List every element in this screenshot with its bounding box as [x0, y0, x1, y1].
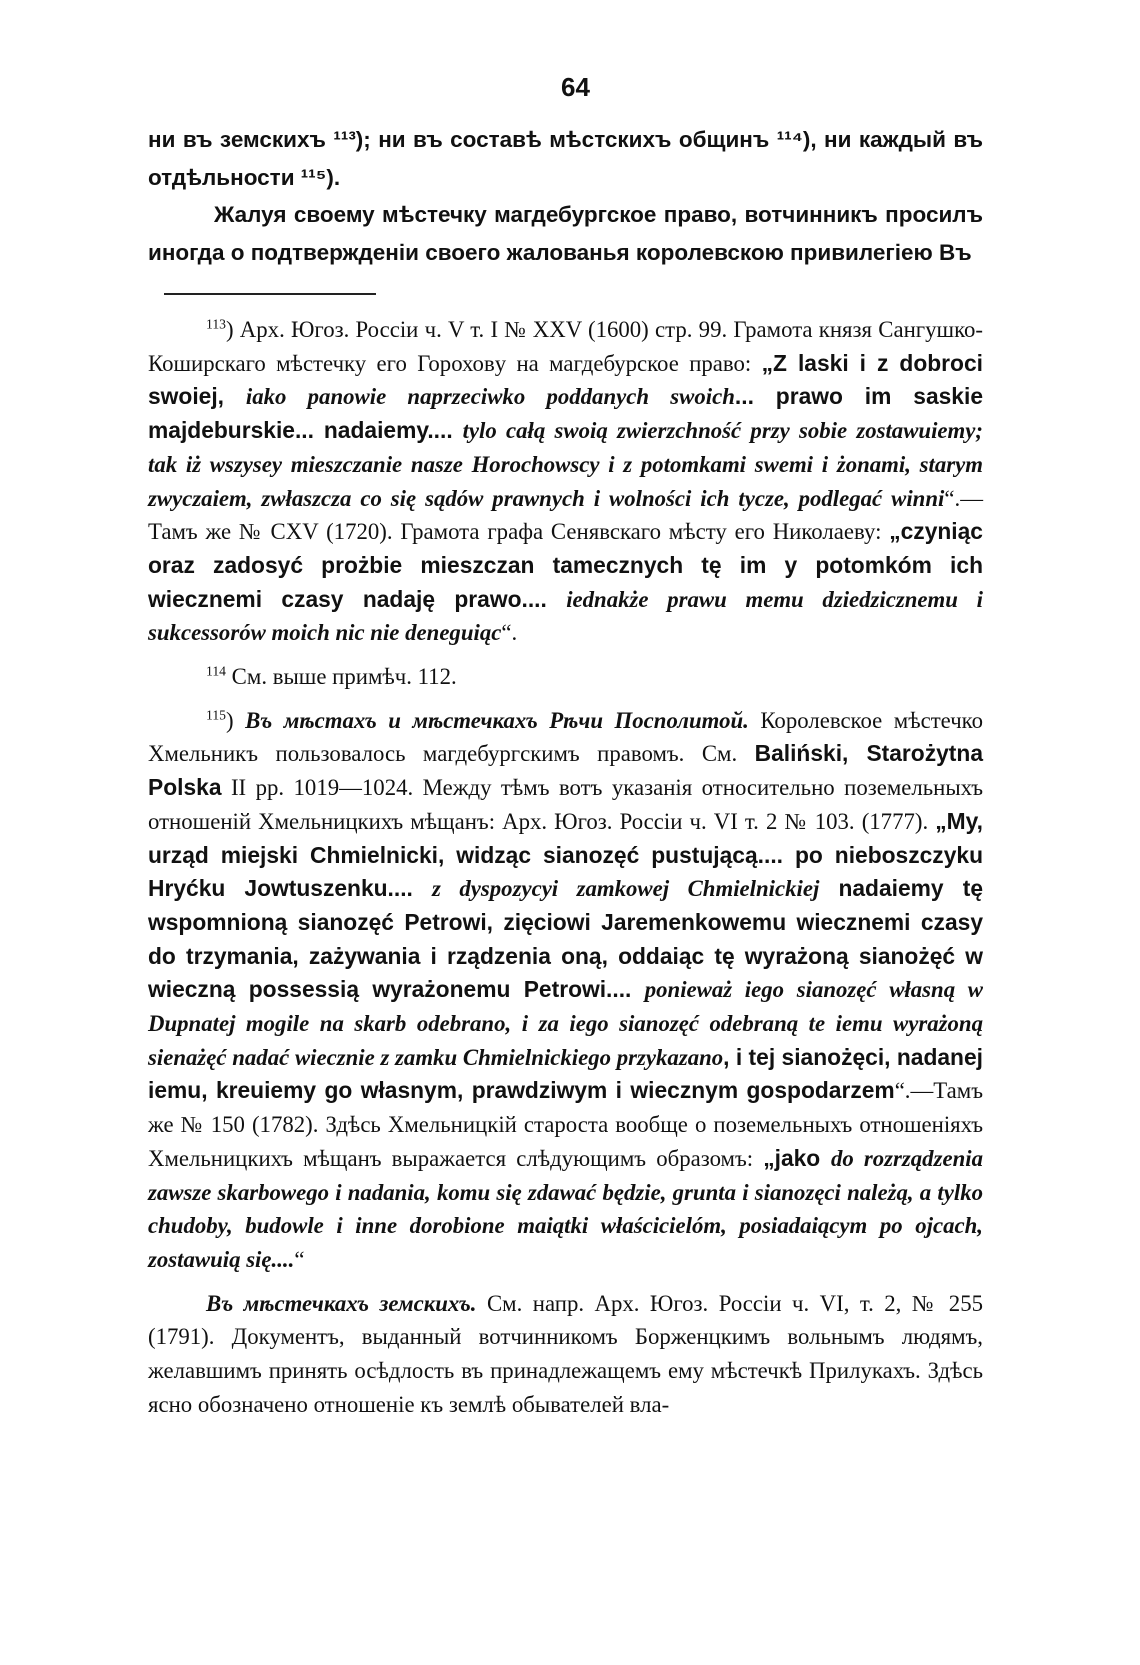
body-paragraph: Жалуя своему мѣстечку магдебургское право, вотчинникъ просилъ иногда о подтвержденіи своего жалованья королевскою привилегіею Въ	[148, 202, 983, 265]
footnote-marker: 113	[206, 316, 226, 332]
footnote-marker: 114	[206, 663, 226, 679]
footnote-115-continuation: Въ мѣстечкахъ земскихъ. См. напр. Арх. Югоз. Россіи ч. VI, т. 2, № 255 (1791). Документъ, выданный вотчинникомъ Борженцкимъ вольнымъ людямъ, желавшимъ принять осѣдлость въ принадлежащемъ ему мѣстечкѣ Прилукахъ. Здѣсь ясно обозначено отношеніе къ землѣ обывателей вла-	[148, 1290, 984, 1417]
footnote-divider	[164, 293, 376, 295]
document-page	[148, 72, 983, 1432]
footnote-113: $^{113}$) Арх. Югоз. Россіи ч. V т. I № XXV (1600) стр. 99. Грамота князя Сангушко-Коширскаго мѣстечку его Гороховy на магдебурское право: „Z laski i z dobroci swoiej, iako panowie naprzeciwko poddanych swoich... prawo im saskie majdeburskie... nadaiemy.... tylo całą swoią zwierzchność przy sobie zostawuiemy; tak iż wszysey mieszczanie nasze Horochowscy i z potomkami swemi i żonami, starym zwyczaiem, zwłaszcza co się sądów prawnych i wolności ich tycze, podlegać winni“.—Тамъ же № CXV (1720). Грамота графа Сенявскаго мѣсту его Николаеву: „czyniąc oraz zadosyć prożbie mieszczan tamecznych tę im y potomkóm ich wiecznemi czasy nadaję prawo.... iednakże prawu memu dziedzicznemu i sukcessorów moich nic nie deneguiąc“.	[148, 316, 983, 646]
footnote-114: $^{114}$ См. выше примѣч. 112.	[206, 663, 457, 690]
footnote-marker: 115	[206, 707, 226, 723]
body-paragraph-continued: ни въ земскихъ ¹¹³); ни въ составѣ мѣстскихъ общинъ ¹¹⁴), ни каждый въ отдѣльности ¹¹⁵).	[148, 127, 983, 190]
footnote-115: $^{115}$) Въ мѣстахъ и мѣстечкахъ Рѣчи Посполитой. Королевское мѣстечко Хмельникъ пользовалось магдебургскимъ правомъ. См. Baliński, Starożytna Polska II pp. 1019—1024. Между тѣмъ вотъ указанія относительно поземельныхъ отношеній Хмельницкихъ мѣщанъ: Арх. Югоз. Россіи ч. VI т. 2 № 103. (1777). „My, urząd miejski Chmielnicki, widząc sianozęć pustującą.... po nieboszczyku Hryćku Jowtuszenku.... z dyspozycyi zamkowej Chmielnickiej nadaiemy tę wspomnioną sianozęć Petrowi, zięciowi Jaremenkowemu wiecznemi czasy do trzymania, zażywania i rządzenia oną, oddaiąc tę wyrażoną sianożęć w wieczną possessią wyrażonemu Petrowi.... ponieważ iego sianozęć własną w Dupnatej mogile na skarb odebrano, i za iego sianozęć odebraną te iemu wyrażoną sienażęć nadać wiecznie z zamku Chmielnickiego przykazano, i tej sianożęci, nadanej iemu, kreuiemy go własnym, prawdziwym i wiecznym gospodarzem“.—Тамъ же № 150 (1782). Здѣсь Хмельницкій староста вообще о поземельныхъ отношеніяхъ Хмельницкихъ мѣщанъ выражается слѣдующимъ образомъ: „jako do rozrządzenia zawsze skarbowego i nadania, komu się zdawać będzie, grunta i sianozęci należą, a tylko chudoby, budowle i inne dorobione maiątki właścicielóm, posiadaiącym po ojcach, zostawuią się....“	[148, 707, 984, 1272]
page-number: 64	[561, 72, 590, 102]
